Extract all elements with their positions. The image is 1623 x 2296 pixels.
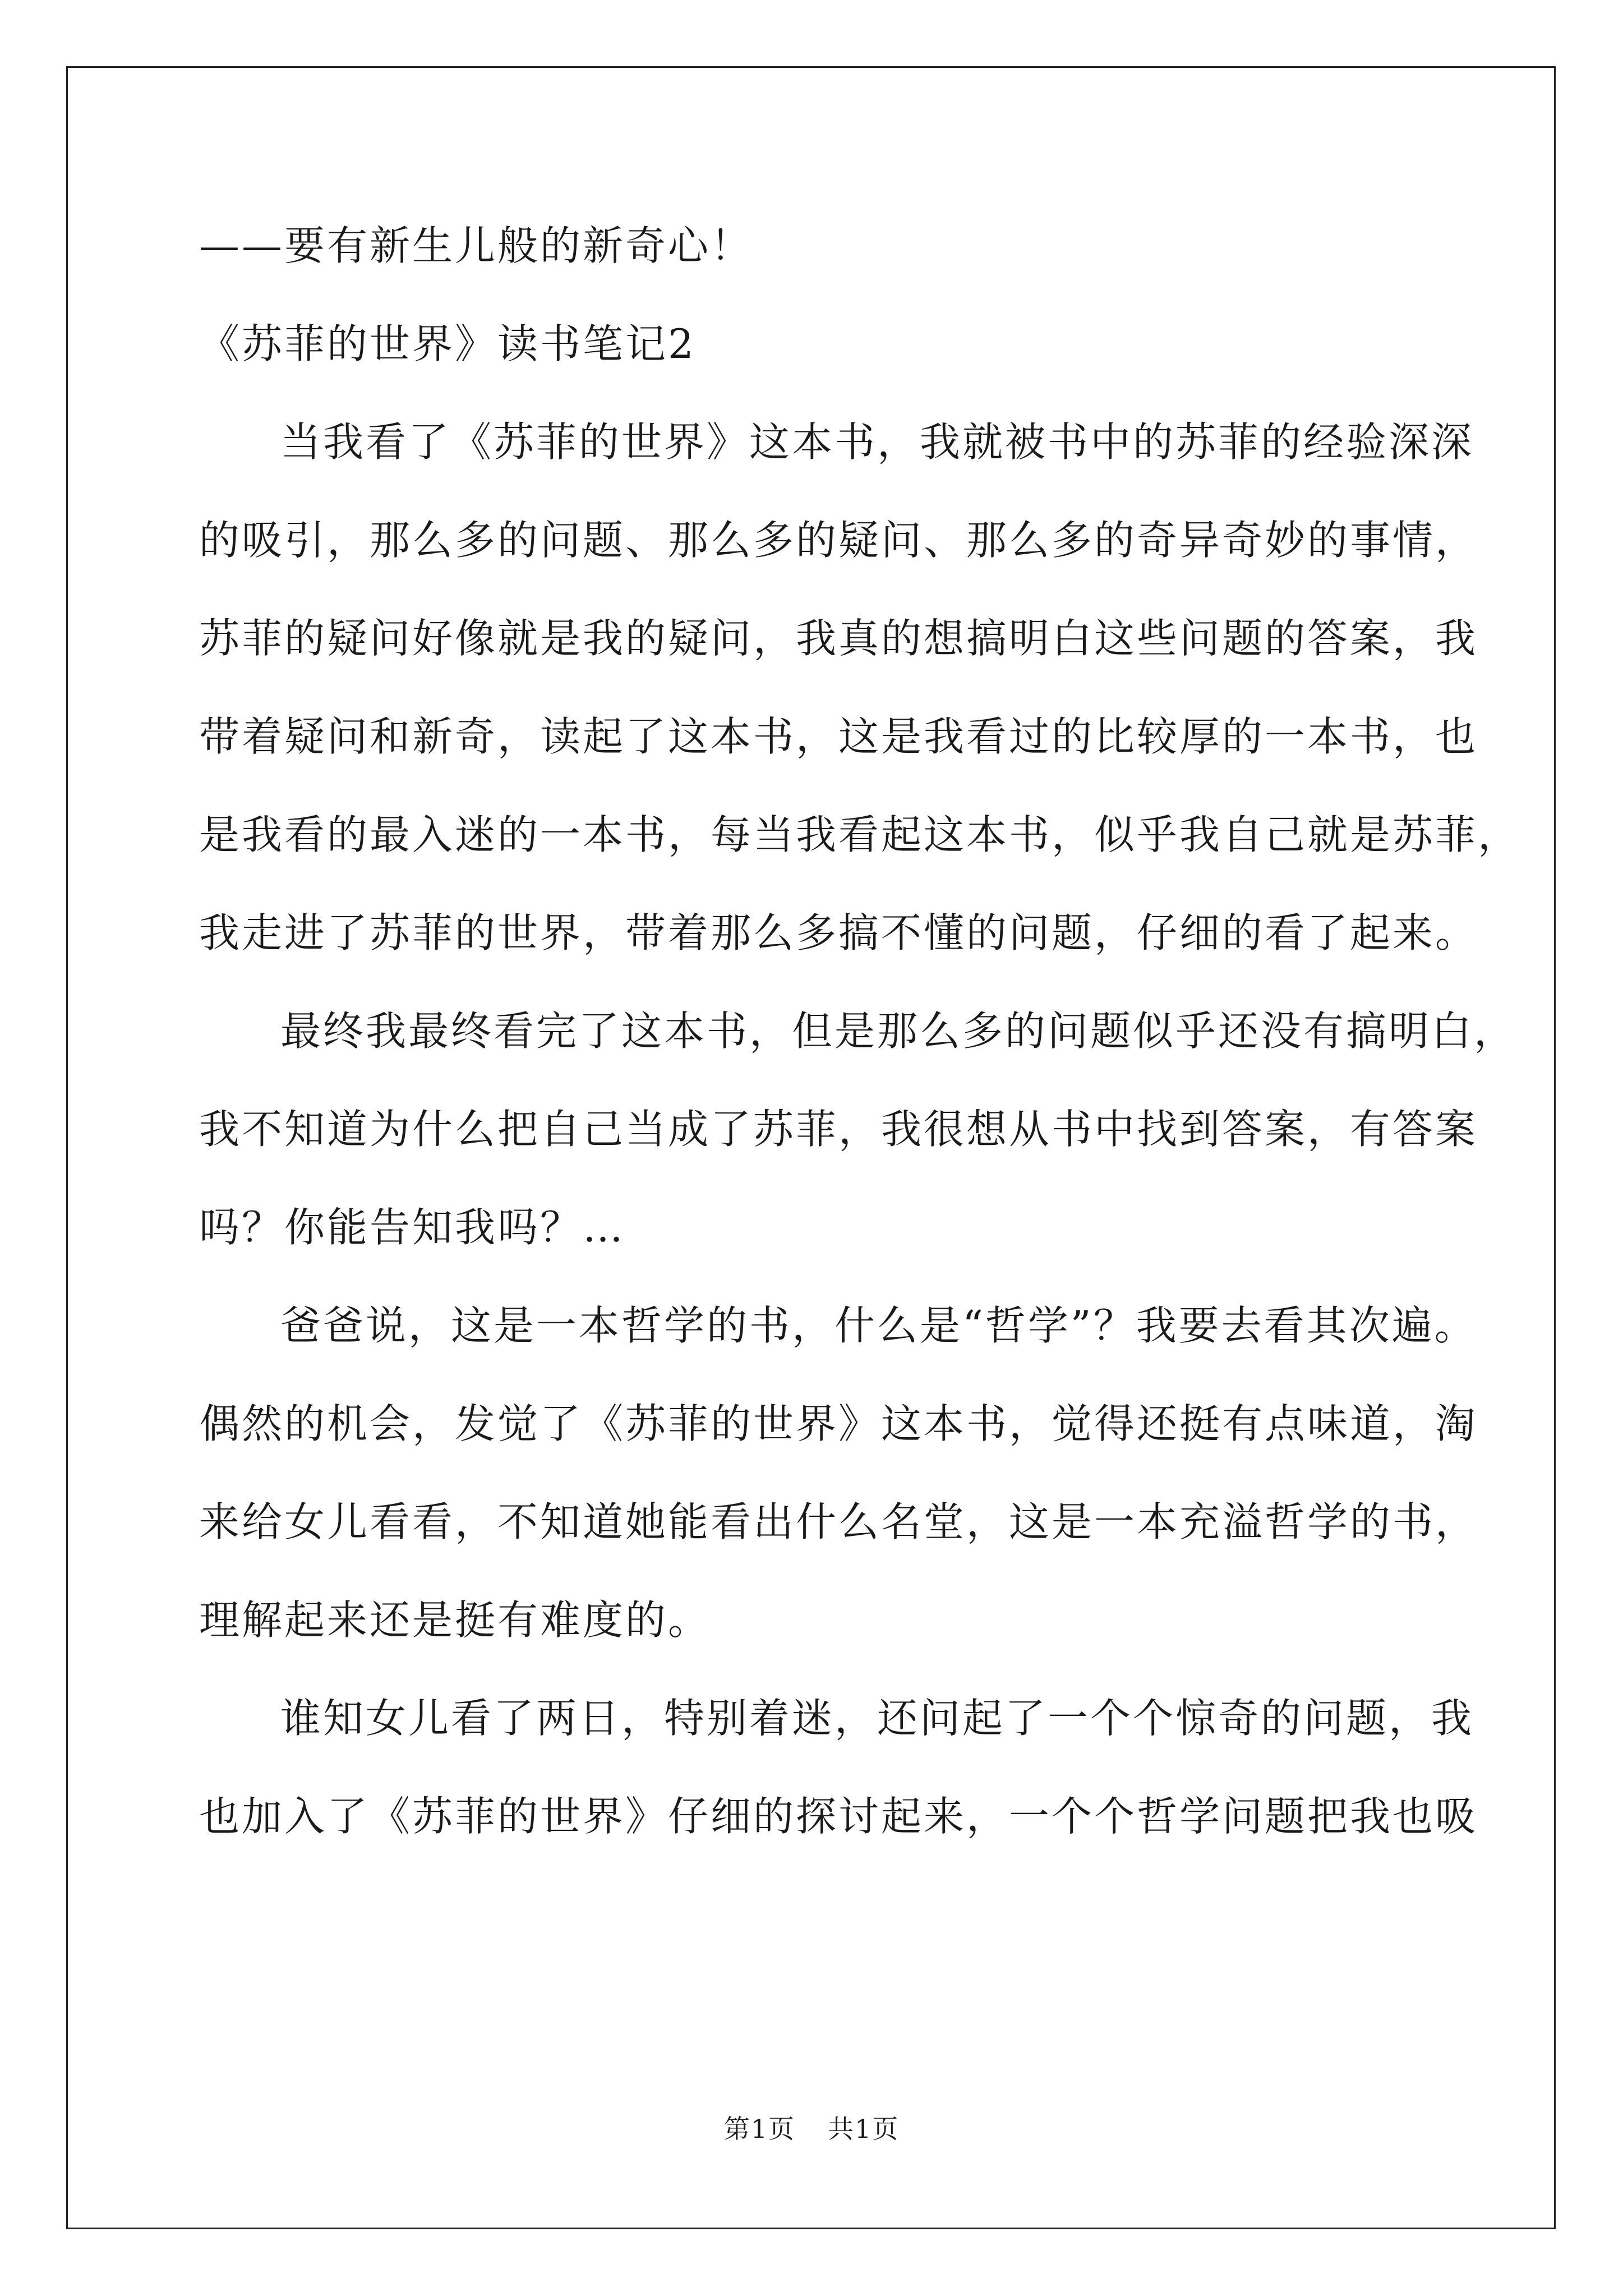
paragraph-1-line-1: 当我看了《苏菲的世界》这本书，我就被书中的苏菲的经验深深 <box>280 418 1474 466</box>
paragraph-2-line-1: 最终我最终看完了这本书，但是那么多的问题似乎还没有搞明白， <box>280 1007 1517 1055</box>
paragraph-1-line-2: 的吸引，那么多的问题、那么多的疑问、那么多的奇异奇妙的事情， <box>199 517 1478 564</box>
paragraph-4-line-2: 来给女儿看看，不知道她能看出什么名堂，这是一本充溢哲学的书， <box>199 1498 1478 1545</box>
paragraph-3-line-1: 爸爸说，这是一本哲学的书，什么是“哲学”？我要去看其次遍。 <box>280 1302 1477 1349</box>
paragraph-1-line-5: 是我看的最入迷的一本书，每当我看起这本书，似乎我自己就是苏菲， <box>199 811 1521 858</box>
page-footer <box>0 2112 1623 2146</box>
paragraph-4-line-1: 偶然的机会，发觉了《苏菲的世界》这本书，觉得还挺有点味道，淘 <box>199 1400 1478 1447</box>
paragraph-5-line-2: 也加入了《苏菲的世界》仔细的探讨起来，一个个哲学问题把我也吸 <box>199 1793 1478 1840</box>
paragraph-2-line-2: 我不知道为什么把自己当成了苏菲，我很想从书中找到答案，有答案 <box>199 1106 1478 1153</box>
paragraph-1-line-6: 我走进了苏菲的世界，带着那么多搞不懂的问题，仔细的看了起来。 <box>199 909 1478 956</box>
section-title: 《苏菲的世界》读书笔记2 <box>199 320 696 367</box>
paragraph-1-line-3: 苏菲的疑问好像就是我的疑问，我真的想搞明白这些问题的答案，我 <box>199 615 1478 662</box>
page-number-total: 共1页 <box>828 2114 900 2144</box>
paragraph-1-line-4: 带着疑问和新奇，读起了这本书，这是我看过的比较厚的一本书，也 <box>199 713 1478 760</box>
paragraph-5-line-1: 谁知女儿看了两日，特别着迷，还问起了一个个惊奇的问题，我 <box>280 1695 1474 1742</box>
paragraph-4-line-3: 理解起来还是挺有难度的。 <box>199 1596 711 1644</box>
paragraph-2-line-3: 吗？你能告知我吗？… <box>199 1204 626 1251</box>
quote-line: ——要有新生儿般的新奇心！ <box>199 222 754 269</box>
page-number-current: 第1页 <box>723 2114 795 2144</box>
